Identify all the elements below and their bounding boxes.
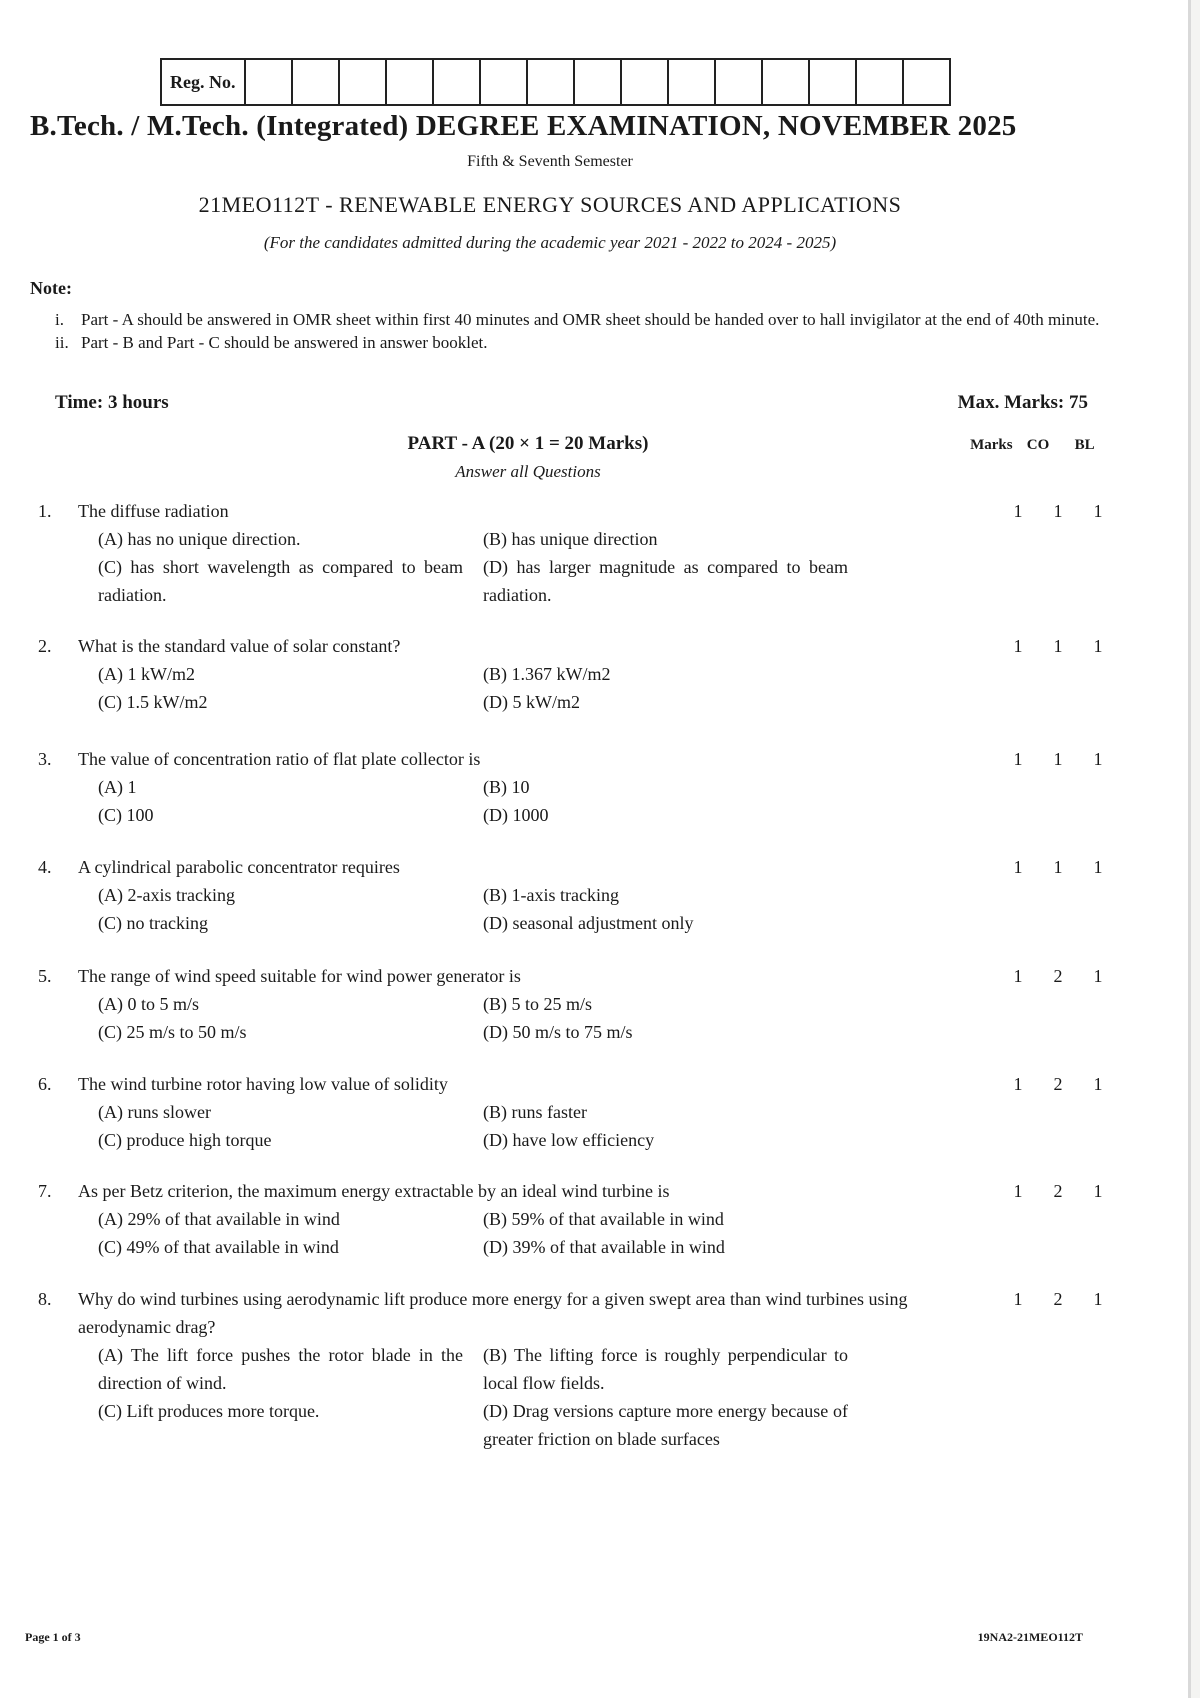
note-heading: Note: bbox=[30, 278, 72, 298]
question bbox=[38, 745, 1118, 829]
bl-column-header: BL bbox=[1074, 437, 1095, 453]
question-text: The wind turbine rotor having low value of solidity bbox=[78, 1074, 448, 1094]
note-list bbox=[55, 308, 1115, 354]
question-number: 7. bbox=[38, 1181, 52, 1201]
question-meta bbox=[998, 632, 1118, 660]
question-meta bbox=[998, 962, 1118, 990]
reg-number-box bbox=[904, 60, 949, 104]
answer-option: (C) has short wavelength as compared to beam radiation. bbox=[98, 557, 463, 605]
question-meta bbox=[998, 1285, 1118, 1341]
part-a-instruction: Answer all Questions bbox=[455, 462, 601, 481]
question-marks: 1 bbox=[1013, 966, 1023, 986]
page-number: Page 1 of 3 bbox=[25, 1630, 81, 1644]
part-a-title: PART - A (20 × 1 = 20 Marks) bbox=[407, 433, 649, 454]
question-number: 2. bbox=[38, 636, 52, 656]
answer-option: (C) Lift produces more torque. bbox=[98, 1401, 320, 1421]
question-text: The diffuse radiation bbox=[78, 501, 229, 521]
reg-number-box bbox=[810, 60, 857, 104]
question-number: 8. bbox=[38, 1289, 52, 1309]
question-co: 1 bbox=[1053, 857, 1063, 877]
reg-number-box bbox=[716, 60, 763, 104]
answer-option: (D) 1000 bbox=[483, 805, 549, 825]
answer-option: (B) 1.367 kW/m2 bbox=[483, 664, 611, 684]
question-text: The range of wind speed suitable for wind power generator is bbox=[78, 966, 521, 986]
question-bl: 1 bbox=[1093, 636, 1103, 656]
question bbox=[38, 962, 1118, 1046]
question-number: 3. bbox=[38, 749, 52, 769]
question-stem-row bbox=[38, 962, 1118, 990]
answer-option: (B) has unique direction bbox=[483, 529, 658, 549]
answer-option: (C) no tracking bbox=[98, 913, 208, 933]
question bbox=[38, 1070, 1118, 1154]
question-meta bbox=[998, 1177, 1118, 1205]
reg-number-label: Reg. No. bbox=[162, 60, 246, 104]
answer-option: (B) 5 to 25 m/s bbox=[483, 994, 593, 1014]
question bbox=[38, 1177, 1118, 1261]
reg-number-box bbox=[434, 60, 481, 104]
answer-option: (B) 10 bbox=[483, 777, 530, 797]
answer-option: (B) 1-axis tracking bbox=[483, 885, 619, 905]
question-marks: 1 bbox=[1013, 1289, 1023, 1309]
question-number: 5. bbox=[38, 966, 52, 986]
question-bl: 1 bbox=[1093, 501, 1103, 521]
question bbox=[38, 497, 1118, 609]
answer-option: (A) has no unique direction. bbox=[98, 529, 301, 549]
reg-number-box bbox=[293, 60, 340, 104]
question-marks: 1 bbox=[1013, 857, 1023, 877]
reg-number-box bbox=[340, 60, 387, 104]
exam-title: B.Tech. / M.Tech. (Integrated) DEGREE EXAMINATION, NOVEMBER 2025 bbox=[30, 110, 1017, 142]
note-number: ii. bbox=[55, 333, 69, 352]
reg-number-box bbox=[481, 60, 528, 104]
question-co: 2 bbox=[1053, 1181, 1063, 1201]
answer-option: (A) 1 kW/m2 bbox=[98, 664, 195, 684]
question-text: A cylindrical parabolic concentrator requires bbox=[78, 857, 400, 877]
reg-number-box bbox=[387, 60, 434, 104]
option-grid bbox=[98, 881, 1118, 937]
answer-option: (B) The lifting force is roughly perpendicular to local flow fields. bbox=[483, 1345, 848, 1393]
reg-number-box bbox=[763, 60, 810, 104]
question-marks: 1 bbox=[1013, 1181, 1023, 1201]
answer-option: (A) 2-axis tracking bbox=[98, 885, 235, 905]
answer-option: (C) 1.5 kW/m2 bbox=[98, 692, 208, 712]
question-number: 6. bbox=[38, 1074, 52, 1094]
question-stem-row bbox=[38, 745, 1118, 773]
reg-number-box bbox=[528, 60, 575, 104]
reg-number-box bbox=[575, 60, 622, 104]
question-meta bbox=[998, 497, 1118, 525]
question-marks: 1 bbox=[1013, 1074, 1023, 1094]
question-marks: 1 bbox=[1013, 749, 1023, 769]
question-meta bbox=[998, 745, 1118, 773]
note-item bbox=[55, 331, 1115, 354]
question-co: 2 bbox=[1053, 966, 1063, 986]
answer-option: (A) runs slower bbox=[98, 1102, 211, 1122]
question bbox=[38, 1285, 1118, 1453]
marks-column-header: Marks bbox=[970, 437, 1013, 453]
reg-number-box bbox=[246, 60, 293, 104]
question-bl: 1 bbox=[1093, 749, 1103, 769]
note-text: Part - A should be answered in OMR sheet within first 40 minutes and OMR sheet should be handed over to hall invigilator at the end of 40th minute. bbox=[81, 310, 1100, 329]
question-stem-row bbox=[38, 632, 1118, 660]
question bbox=[38, 853, 1118, 937]
question bbox=[38, 632, 1118, 716]
question-meta bbox=[998, 1070, 1118, 1098]
note-item bbox=[55, 308, 1115, 331]
question-number: 4. bbox=[38, 857, 52, 877]
question-stem-row bbox=[38, 853, 1118, 881]
option-grid bbox=[98, 1341, 1118, 1453]
admitted-years-note: (For the candidates admitted during the academic year 2021 - 2022 to 2024 - 2025) bbox=[263, 233, 837, 252]
answer-option: (D) has larger magnitude as compared to beam radiation. bbox=[483, 557, 848, 605]
question-co: 1 bbox=[1053, 749, 1063, 769]
answer-option: (D) 50 m/s to 75 m/s bbox=[483, 1022, 633, 1042]
question-marks: 1 bbox=[1013, 501, 1023, 521]
answer-option: (B) 59% of that available in wind bbox=[483, 1209, 724, 1229]
answer-option: (C) produce high torque bbox=[98, 1130, 272, 1150]
answer-option: (A) 0 to 5 m/s bbox=[98, 994, 199, 1014]
reg-number-box bbox=[622, 60, 669, 104]
question-co: 1 bbox=[1053, 636, 1063, 656]
column-headers bbox=[968, 437, 1108, 454]
question-bl: 1 bbox=[1093, 857, 1103, 877]
question-bl: 1 bbox=[1093, 1289, 1103, 1309]
question-marks: 1 bbox=[1013, 636, 1023, 656]
question-co: 2 bbox=[1053, 1289, 1063, 1309]
reg-number-grid bbox=[160, 58, 951, 106]
question-stem-row bbox=[38, 1285, 1118, 1341]
note-text: Part - B and Part - C should be answered in answer booklet. bbox=[81, 333, 488, 352]
answer-option: (D) have low efficiency bbox=[483, 1130, 655, 1150]
answer-option: (B) runs faster bbox=[483, 1102, 587, 1122]
option-grid bbox=[98, 990, 1118, 1046]
reg-number-box bbox=[669, 60, 716, 104]
question-bl: 1 bbox=[1093, 966, 1103, 986]
question-stem-row bbox=[38, 1177, 1118, 1205]
question-text: Why do wind turbines using aerodynamic lift produce more energy for a given swept area than wind turbines using aerodynamic drag? bbox=[78, 1289, 908, 1337]
question-stem-row bbox=[38, 1070, 1118, 1098]
question-co: 2 bbox=[1053, 1074, 1063, 1094]
course-title: 21MEO112T - RENEWABLE ENERGY SOURCES AND APPLICATIONS bbox=[198, 192, 902, 217]
answer-option: (C) 100 bbox=[98, 805, 154, 825]
answer-option: (D) seasonal adjustment only bbox=[483, 913, 694, 933]
semester-line: Fifth & Seventh Semester bbox=[467, 153, 633, 170]
max-marks: Max. Marks: 75 bbox=[957, 392, 1088, 413]
note-number: i. bbox=[55, 310, 64, 329]
paper-code: 19NA2-21MEO112T bbox=[977, 1630, 1083, 1644]
answer-option: (A) The lift force pushes the rotor blade in the direction of wind. bbox=[98, 1345, 463, 1393]
exam-duration: Time: 3 hours bbox=[55, 392, 169, 413]
question-text: As per Betz criterion, the maximum energy extractable by an ideal wind turbine is bbox=[78, 1181, 670, 1201]
answer-option: (D) Drag versions capture more energy because of greater friction on blade surfaces bbox=[483, 1401, 848, 1449]
question-co: 1 bbox=[1053, 501, 1063, 521]
answer-option: (A) 29% of that available in wind bbox=[98, 1209, 340, 1229]
option-grid bbox=[98, 1205, 1118, 1261]
option-grid bbox=[98, 525, 1118, 609]
answer-option: (D) 39% of that available in wind bbox=[483, 1237, 725, 1257]
question-number: 1. bbox=[38, 501, 52, 521]
question-stem-row bbox=[38, 497, 1118, 525]
question-text: What is the standard value of solar constant? bbox=[78, 636, 401, 656]
co-column-header: CO bbox=[1026, 437, 1050, 453]
answer-option: (D) 5 kW/m2 bbox=[483, 692, 580, 712]
question-text: The value of concentration ratio of flat plate collector is bbox=[78, 749, 481, 769]
question-bl: 1 bbox=[1093, 1181, 1103, 1201]
question-meta bbox=[998, 853, 1118, 881]
answer-option: (C) 25 m/s to 50 m/s bbox=[98, 1022, 247, 1042]
option-grid bbox=[98, 773, 1118, 829]
option-grid bbox=[98, 1098, 1118, 1154]
reg-number-box bbox=[857, 60, 904, 104]
answer-option: (A) 1 bbox=[98, 777, 137, 797]
answer-option: (C) 49% of that available in wind bbox=[98, 1237, 339, 1257]
question-bl: 1 bbox=[1093, 1074, 1103, 1094]
option-grid bbox=[98, 660, 1118, 716]
